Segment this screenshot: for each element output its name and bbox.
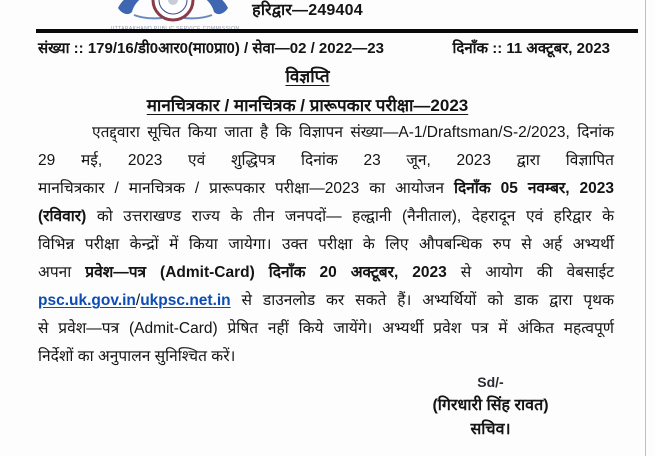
page-scan-edge [645, 0, 646, 456]
ukpsc-net-link[interactable]: ukpsc.net.in [140, 292, 231, 309]
paragraph-text: 29 मई, 2023 एवं शुद्धिपत्र दिनांक 23 जून, 2023 द्वारा विज्ञापित [38, 152, 614, 169]
paragraph-line [38, 119, 614, 147]
paragraph-text: निर्देशों का अनुपालन सुनिश्चित करें। [38, 348, 236, 365]
paragraph-text: अपना [38, 264, 86, 281]
signatory-name: (गिरधारी सिंह रावत) [432, 397, 549, 414]
notice-body-paragraph [38, 119, 614, 371]
psc-uk-gov-link[interactable]: psc.uk.gov.in [38, 292, 136, 309]
paragraph-line [38, 203, 614, 231]
paragraph-text: से आयोग की वेबसाईट [446, 264, 615, 281]
paragraph-text: को उत्तराखण्ड राज्य के तीन जनपदों— हल्द्वानी (नैनीताल), देहरादून एवं हरिद्वार के [86, 208, 614, 225]
exam-title-text: मानचित्रकार / मानचित्रक / प्रारूपकार परीक्षा—2023 [146, 96, 469, 115]
reference-row [38, 38, 610, 58]
paragraph-text: से प्रवेश—पत्र (Admit-Card) प्रेषित नहीं किये जायेंगे। अभ्यर्थी प्रवेश पत्र में अंकित महत्वपूर्ण [38, 320, 614, 337]
signature-block [398, 374, 583, 439]
paragraph-text: एतद्द्वारा सूचित किया जाता है कि विज्ञापन संख्या—A-1/Draftsman/S-2/2023, दिनांक [92, 124, 614, 141]
paragraph-line [38, 231, 614, 259]
paragraph-text: (रविवार) [38, 208, 87, 225]
notice-heading-text: विज्ञप्ति [285, 67, 330, 86]
letterhead-rule [36, 29, 638, 33]
paragraph-line [38, 343, 614, 371]
paragraph-text: प्रवेश—पत्र (Admit-Card) दिनाँक 20 अक्टूबर, 2023 [85, 264, 447, 281]
paragraph-line [38, 315, 614, 343]
paragraph-text: विभिन्न परीक्षा केन्द्रों में किया जायेगा। उक्त परीक्षा के लिए औपबन्धिक रुप से अर्ह अभ्यर्थी [38, 236, 614, 253]
signatory-designation: सचिव। [470, 421, 511, 438]
paragraph-text: दिनाँक 05 नवम्बर, 2023 [453, 180, 614, 197]
paragraph-text: से डाउनलोड कर सकते हैं। अभ्यर्थियों को डाक द्वारा पृथक [230, 292, 614, 309]
exam-title-heading [0, 93, 615, 116]
letterhead-address: हरिद्वार—249404 [252, 2, 363, 19]
notice-heading [0, 64, 615, 87]
paragraph-line [38, 287, 614, 315]
paragraph-line [38, 175, 614, 203]
paragraph-line [38, 259, 614, 287]
reference-number: संख्या :: 179/16/डी0आर0(मा0प्रा0) / सेवा—02 / 2022—23 [38, 40, 384, 57]
paragraph-text: मानचित्रकार / मानचित्रक / प्रारूपकार परीक्षा—2023 का आयोजन [38, 180, 454, 197]
paragraph-text: / [135, 292, 141, 309]
sd-mark: Sd/- [477, 374, 504, 390]
paragraph-line [38, 147, 614, 175]
notice-date: दिनाँक :: 11 अक्टूबर, 2023 [452, 40, 610, 57]
